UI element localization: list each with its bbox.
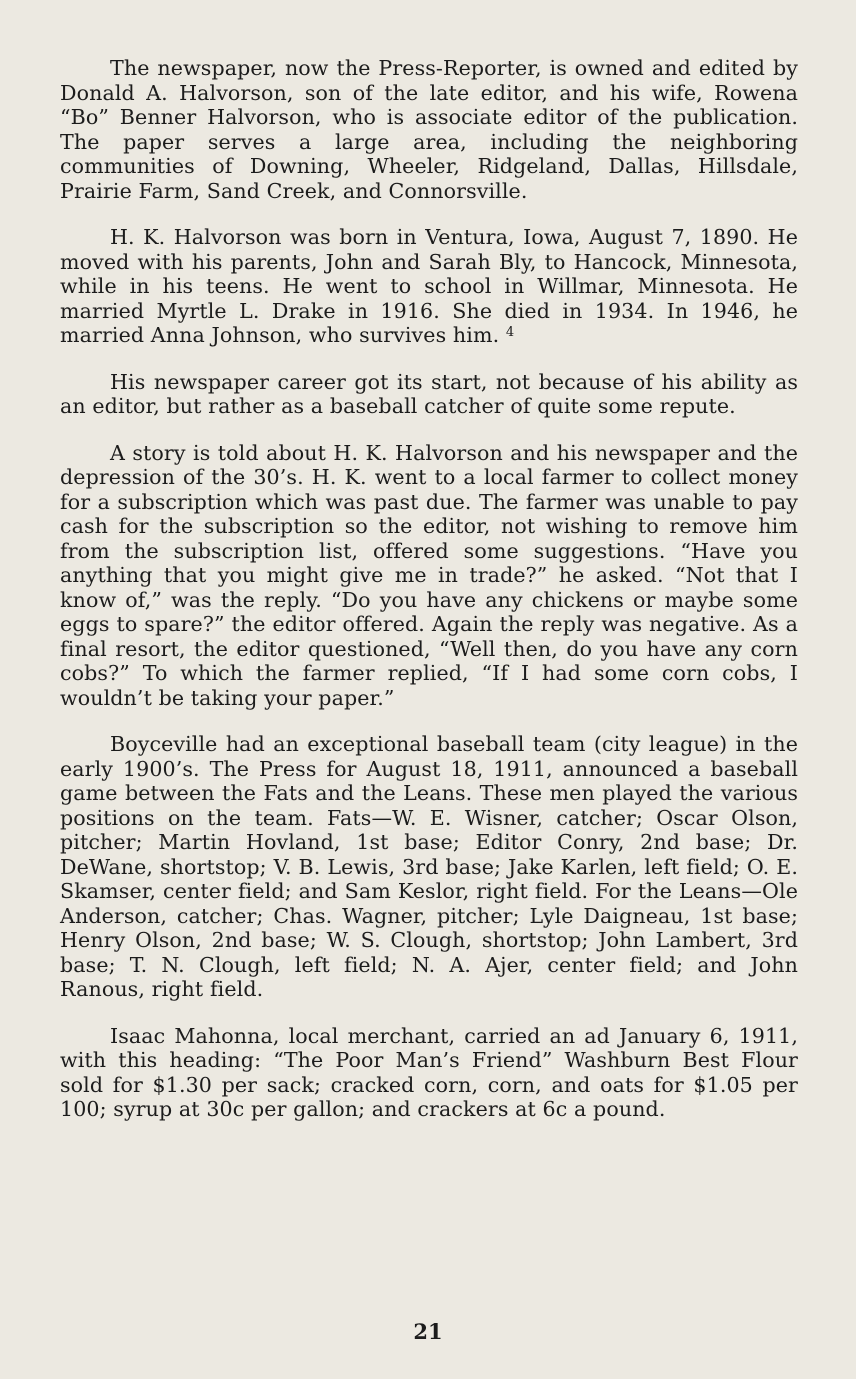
paragraph-press-reporter: The newspaper, now the Press-Reporter, is owned and edited by Donald A. Halvorson, son of the late editor, and his wife, Rowena “Bo” Benner Halvorson, who is associate editor of the publication. The paper serves a large area, including the neighboring communities of Downing, Wheeler, Ridgeland, Dallas, Hillsdale, Prairie Farm, Sand Creek, and Connorsville. <box>60 56 798 203</box>
paragraph-corn-cobs-story: A story is told about H. K. Halvorson and his newspaper and the depression of the 30’s. H. K. went to a local farmer to collect money for a subscription which was past due. The farmer was unable to pay cash for the subscription so the editor, not wishing to remove him from the subscription list, offered some suggestions. “Have you anything that you might give me in trade?” he asked. “Not that I know of,” was the reply. “Do you have any chickens or maybe some eggs to spare?” the editor offered. Again the reply was negative. As a final resort, the editor questioned, “Well then, do you have any corn cobs?” To which the farmer replied, “If I had some corn cobs, I wouldn’t be taking your paper.” <box>60 440 798 710</box>
paragraph-baseball-team: Boyceville had an exceptional baseball team (city league) in the early 1900’s. The Press for August 18, 1911, announced a baseball game between the Fats and the Leans. These men played the various positions on the team. Fats—W. E. Wisner, catcher; Oscar Olson, pitcher; Martin Hovland, 1st base; Editor Conry, 2nd base; Dr. DeWane, shortstop; V. B. Lewis, 3rd base; Jake Karlen, left field; O. E. Skamser, center field; and Sam Keslor, right field. For the Leans—Ole Anderson, catcher; Chas. Wagner, pitcher; Lyle Daigneau, 1st base; Henry Olson, 2nd base; W. S. Clough, shortstop; John Lambert, 3rd base; T. N. Clough, left field; N. A. Ajer, center field; and John Ranous, right field. <box>60 732 798 1001</box>
paragraph-halvorson-biography <box>60 225 798 348</box>
page-body <box>60 56 798 1144</box>
page-number: 21 <box>413 1319 443 1344</box>
paragraph-career-start: His newspaper career got its start, not because of his ability as an editor, but rather as a baseball catcher of quite some repute. <box>60 369 798 418</box>
paragraph-mahonna-ad: Isaac Mahonna, local merchant, carried an ad January 6, 1911, with this heading: “The Poor Man’s Friend” Washburn Best Flour sold for $1.30 per sack; cracked corn, corn, and oats for $1.05 per 100; syrup at 30c per gallon; and crackers at 6c a pound. <box>60 1023 798 1121</box>
footnote-reference: 4 <box>505 325 515 340</box>
paragraph-halvorson-biography-text: H. K. Halvorson was born in Ventura, Iowa, August 7, 1890. He moved with his parents, John and Sarah Bly, to Hancock, Minnesota, while in his teens. He went to school in Willmar, Minnesota. He married Myrtle L. Drake in 1916. She died in 1934. In 1946, he married Anna Johnson, who survives him. <box>60 225 798 347</box>
